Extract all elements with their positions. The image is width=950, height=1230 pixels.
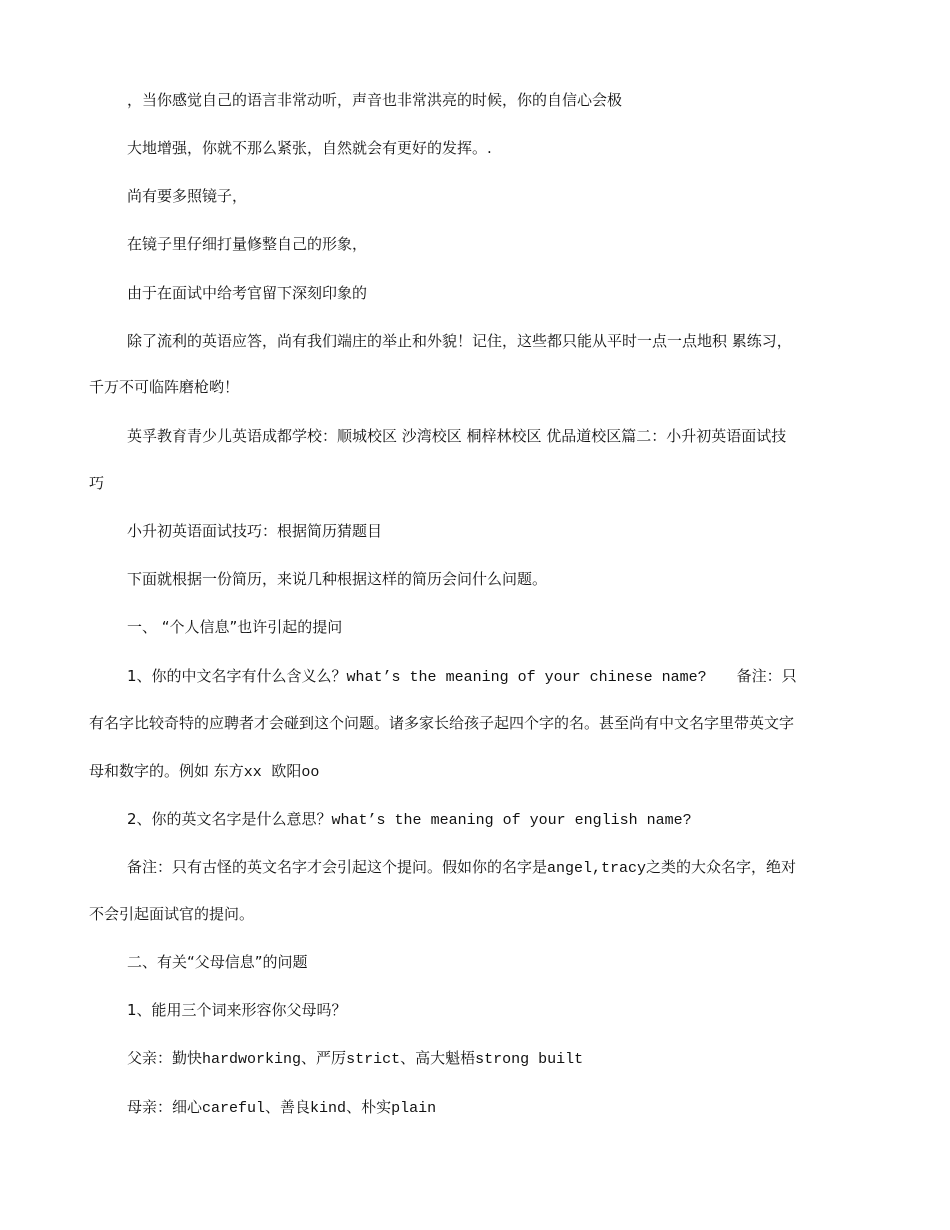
text: 母亲：细心 xyxy=(127,1098,203,1116)
text: 欧阳 xyxy=(271,762,302,780)
paragraph-line xyxy=(127,90,622,110)
text: 不会引起面试官的提问。 xyxy=(89,905,255,923)
text: 在镜子里仔细打量修整自己的形象， xyxy=(127,235,368,253)
paragraph-line xyxy=(127,186,247,206)
text: 、严厉 xyxy=(301,1049,347,1067)
text: 巧 xyxy=(89,474,105,492)
paragraph-line xyxy=(89,377,239,397)
english-text: oo xyxy=(301,764,320,781)
question-line xyxy=(127,666,797,688)
text: 父亲：勤快 xyxy=(127,1049,203,1067)
english-text: careful xyxy=(202,1100,266,1117)
english-text: xx xyxy=(243,764,262,781)
paragraph-line xyxy=(89,473,104,493)
text: 有名字比较奇特的应聘者才会碰到这个问题。诸多家长给孩子起四个字的名。甚至尚有中文名字里带英文字 xyxy=(89,714,795,732)
question-line xyxy=(127,1000,347,1020)
english-text: kind xyxy=(310,1100,347,1117)
paragraph-line xyxy=(127,234,367,254)
text: 小升初英语面试技巧：根据简历猜题目 xyxy=(127,522,383,540)
text: ，当你感觉自己的语言非常动听，声音也非常洪亮的时候，你的自信心会极 xyxy=(127,91,623,109)
paragraph-line xyxy=(127,426,786,446)
text: 备注：只有古怪的英文名字才会引起这个提问。假如你的名字是 xyxy=(127,858,548,876)
question-line xyxy=(127,809,692,831)
text: 之类的大众名字，绝对 xyxy=(646,858,797,876)
paragraph-line xyxy=(127,331,792,351)
english-text: angel,tracy xyxy=(547,860,647,877)
text: 下面就根据一份简历，来说几种根据这样的简历会问什么问题。 xyxy=(127,570,548,588)
english-text: what’s the meaning of your chinese name? xyxy=(346,669,707,686)
text: 大地增强，你就不那么紧张，自然就会有更好的发挥。. xyxy=(127,139,492,157)
text: 二、有关“父母信息”的问题 xyxy=(127,953,308,971)
paragraph-line xyxy=(127,857,796,879)
text: 备注：只 xyxy=(736,667,797,685)
paragraph-line xyxy=(89,713,794,733)
english-text: strong built xyxy=(475,1051,584,1068)
paragraph-line xyxy=(89,761,319,783)
text: 尚有要多照镜子， xyxy=(127,187,248,205)
text: 1、你的中文名字有什么含义么？ xyxy=(127,667,347,685)
text: 英孚教育青少儿英语成都学校：顺城校区 沙湾校区 桐梓林校区 优品道校区篇二：小升初英语面试技 xyxy=(127,427,787,445)
paragraph-line xyxy=(127,521,382,541)
english-text: hardworking xyxy=(202,1051,302,1068)
text: 母和数字的。例如 东方 xyxy=(89,762,244,780)
text: 一、 “个人信息”也许引起的提问 xyxy=(127,618,343,636)
paragraph-line xyxy=(127,138,492,158)
mother-line xyxy=(127,1097,436,1119)
paragraph-line xyxy=(89,904,254,924)
father-line xyxy=(127,1048,583,1070)
text: 、善良 xyxy=(265,1098,311,1116)
text: 2、你的英文名字是什么意思？ xyxy=(127,810,332,828)
section-heading xyxy=(127,952,308,972)
text: 1、能用三个词来形容你父母吗？ xyxy=(127,1001,347,1019)
english-text: strict xyxy=(346,1051,401,1068)
section-heading xyxy=(127,617,342,637)
text: 除了流利的英语应答，尚有我们端庄的举止和外貌！记住，这些都只能从平时一点一点地积 累练习， xyxy=(127,332,792,350)
paragraph-line xyxy=(127,569,547,589)
text: 千万不可临阵磨枪哟！ xyxy=(89,378,240,396)
english-text: plain xyxy=(391,1100,437,1117)
text: 、朴实 xyxy=(346,1098,392,1116)
text: 、高大魁梧 xyxy=(400,1049,476,1067)
text: 由于在面试中给考官留下深刻印象的 xyxy=(127,284,368,302)
english-text: what’s the meaning of your english name? xyxy=(331,812,692,829)
paragraph-line xyxy=(127,283,367,303)
